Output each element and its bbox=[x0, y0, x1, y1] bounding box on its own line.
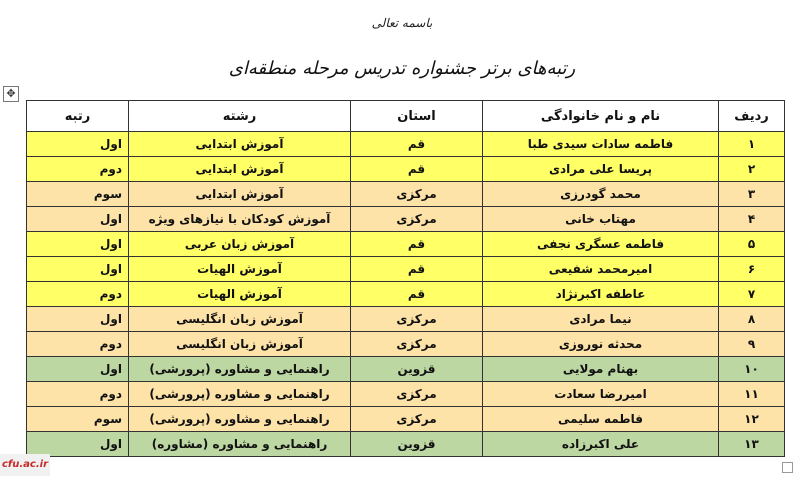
table-row bbox=[27, 182, 785, 207]
cell-field: راهنمایی و مشاوره (پرورشی) bbox=[129, 407, 351, 432]
table-resize-handle[interactable] bbox=[782, 462, 793, 473]
cell-field: آموزش ابتدایی bbox=[129, 182, 351, 207]
cell-field: آموزش ابتدایی bbox=[129, 132, 351, 157]
cell-full-name: عاطفه اکبرنژاد bbox=[483, 282, 719, 307]
cell-full-name: نیما مرادی bbox=[483, 307, 719, 332]
document-basmala: باسمه تعالی bbox=[371, 16, 433, 30]
table-row bbox=[27, 257, 785, 282]
cell-province: قم bbox=[351, 157, 483, 182]
cell-province: قم bbox=[351, 282, 483, 307]
cell-province: مرکزی bbox=[351, 407, 483, 432]
cell-rank: اول bbox=[27, 132, 129, 157]
cell-row-number: ۹ bbox=[719, 332, 785, 357]
table-row bbox=[27, 282, 785, 307]
table-row bbox=[27, 207, 785, 232]
results-table bbox=[26, 100, 785, 457]
cell-rank: سوم bbox=[27, 407, 129, 432]
table-header-row bbox=[27, 101, 785, 132]
cell-row-number: ۱۳ bbox=[719, 432, 785, 457]
cell-province: قم bbox=[351, 257, 483, 282]
table-row bbox=[27, 157, 785, 182]
cell-row-number: ۳ bbox=[719, 182, 785, 207]
table-row bbox=[27, 382, 785, 407]
cell-row-number: ۱ bbox=[719, 132, 785, 157]
column-header-row-number: ردیف bbox=[719, 101, 785, 132]
cell-full-name: بهنام مولایی bbox=[483, 357, 719, 382]
table-row bbox=[27, 357, 785, 382]
cell-province: قم bbox=[351, 232, 483, 257]
cell-province: قزوین bbox=[351, 357, 483, 382]
cell-field: آموزش کودکان با نیازهای ویژه bbox=[129, 207, 351, 232]
cell-field: آموزش زبان عربی bbox=[129, 232, 351, 257]
cell-row-number: ۲ bbox=[719, 157, 785, 182]
cell-full-name: محدثه نوروزی bbox=[483, 332, 719, 357]
table-row bbox=[27, 407, 785, 432]
cell-row-number: ۸ bbox=[719, 307, 785, 332]
cell-field: راهنمایی و مشاوره (پرورشی) bbox=[129, 382, 351, 407]
cell-rank: دوم bbox=[27, 157, 129, 182]
column-header-province: استان bbox=[351, 101, 483, 132]
cell-rank: دوم bbox=[27, 382, 129, 407]
cell-row-number: ۱۰ bbox=[719, 357, 785, 382]
cell-rank: اول bbox=[27, 232, 129, 257]
cell-field: آموزش زبان انگلیسی bbox=[129, 332, 351, 357]
cell-full-name: فاطمه سادات سیدی طبا bbox=[483, 132, 719, 157]
table-row bbox=[27, 332, 785, 357]
column-header-rank: رتبه bbox=[27, 101, 129, 132]
cell-rank: اول bbox=[27, 257, 129, 282]
cell-province: مرکزی bbox=[351, 182, 483, 207]
cell-full-name: محمد گودرزی bbox=[483, 182, 719, 207]
column-header-full-name: نام و نام خانوادگی bbox=[483, 101, 719, 132]
cell-rank: سوم bbox=[27, 182, 129, 207]
cell-full-name: مهتاب خانی bbox=[483, 207, 719, 232]
table-move-handle-icon[interactable]: ✥ bbox=[3, 86, 19, 102]
cell-rank: اول bbox=[27, 307, 129, 332]
cell-row-number: ۵ bbox=[719, 232, 785, 257]
cell-field: آموزش الهیات bbox=[129, 282, 351, 307]
cell-full-name: فاطمه سلیمی bbox=[483, 407, 719, 432]
cell-province: مرکزی bbox=[351, 307, 483, 332]
cell-province: مرکزی bbox=[351, 332, 483, 357]
cell-rank: اول bbox=[27, 207, 129, 232]
table-row bbox=[27, 232, 785, 257]
table-row bbox=[27, 307, 785, 332]
cell-province: مرکزی bbox=[351, 207, 483, 232]
cell-field: راهنمایی و مشاوره (مشاوره) bbox=[129, 432, 351, 457]
cell-field: آموزش زبان انگلیسی bbox=[129, 307, 351, 332]
cell-row-number: ۱۱ bbox=[719, 382, 785, 407]
cell-province: قم bbox=[351, 132, 483, 157]
cell-province: قزوین bbox=[351, 432, 483, 457]
cell-full-name: پریسا علی مرادی bbox=[483, 157, 719, 182]
cell-field: آموزش ابتدایی bbox=[129, 157, 351, 182]
cell-row-number: ۱۲ bbox=[719, 407, 785, 432]
cell-row-number: ۴ bbox=[719, 207, 785, 232]
cell-full-name: فاطمه عسگری نجفی bbox=[483, 232, 719, 257]
cell-rank: دوم bbox=[27, 282, 129, 307]
table-row bbox=[27, 432, 785, 457]
cell-full-name: علی اکبرزاده bbox=[483, 432, 719, 457]
cell-province: مرکزی bbox=[351, 382, 483, 407]
column-header-field: رشته bbox=[129, 101, 351, 132]
table-row bbox=[27, 132, 785, 157]
cell-rank: دوم bbox=[27, 332, 129, 357]
cell-full-name: امیررضا سعادت bbox=[483, 382, 719, 407]
cell-rank: اول bbox=[27, 357, 129, 382]
cell-row-number: ۷ bbox=[719, 282, 785, 307]
document-title: رتبه‌های برتر جشنواره تدریس مرحله منطقه‌ای bbox=[228, 58, 576, 79]
cell-full-name: امیرمحمد شفیعی bbox=[483, 257, 719, 282]
site-watermark: cfu.ac.ir bbox=[0, 454, 50, 476]
cell-field: آموزش الهیات bbox=[129, 257, 351, 282]
cell-row-number: ۶ bbox=[719, 257, 785, 282]
cell-field: راهنمایی و مشاوره (پرورشی) bbox=[129, 357, 351, 382]
cell-rank: اول bbox=[27, 432, 129, 457]
